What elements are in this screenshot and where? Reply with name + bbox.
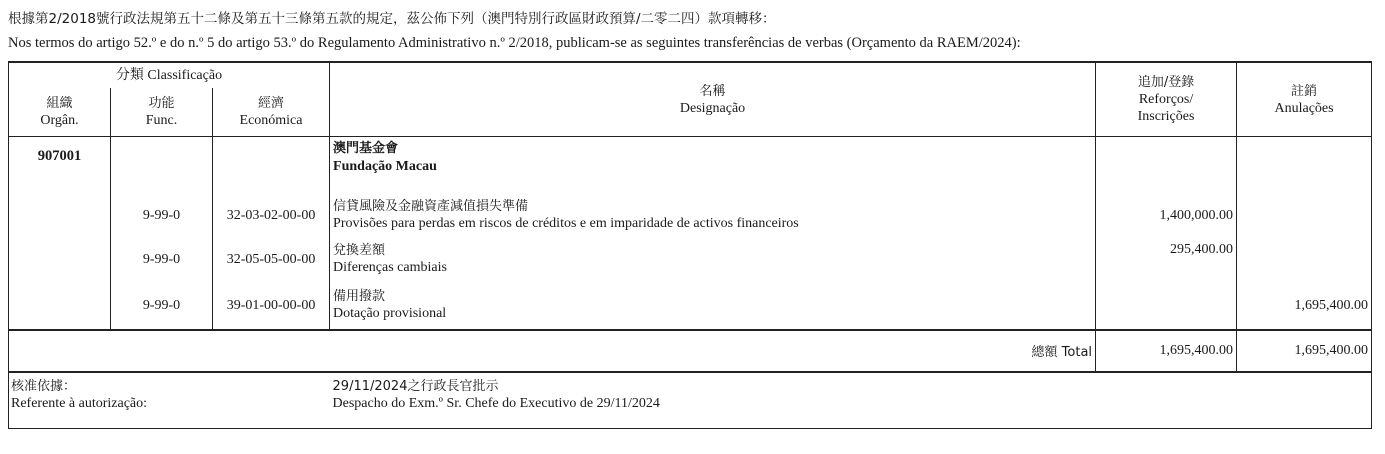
total-cancellation: 1,695,400.00: [1237, 330, 1372, 372]
item-func: 9-99-0: [111, 281, 213, 330]
designation-label-zh: 名稱: [699, 83, 726, 99]
authorization-row: [9, 372, 1372, 429]
item-cancellation: 1,695,400.00: [1237, 281, 1372, 330]
authorization-value-zh: 29/11/2024之行政長官批示: [332, 379, 499, 394]
item-name-zh: 兌換差額: [333, 243, 386, 258]
econ-header: [213, 88, 330, 137]
authorization-value-cell: [330, 372, 1372, 429]
intro-portuguese: Nos termos do artigo 52.º e do n.º 5 do artigo 53.º do Regulamento Administrativo n.º 2/2018, publicam-se as seguintes transferências de verbas (Orçamento da RAEM/2024):: [8, 35, 1021, 51]
table-row: [9, 281, 1372, 330]
item-econ: 32-05-05-00-00: [213, 237, 330, 281]
item-name-cell: [330, 237, 1096, 281]
organ-name-zh: 澳門基金會: [333, 141, 399, 156]
authorization-label-cell: [9, 372, 330, 429]
designation-header: [330, 62, 1096, 137]
item-cancellation: [1237, 237, 1372, 281]
table-row: [9, 237, 1372, 281]
organ-code: 907001: [9, 137, 111, 194]
organ-label-pt: Orgân.: [40, 113, 79, 128]
organ-name-cell: [330, 137, 1096, 194]
total-row: [9, 330, 1372, 372]
intro-chinese: 根據第2/2018號行政法規第五十二條及第五十三條第五款的規定，茲公佈下列（澳門特別行政區財政預算/二零二四）款項轉移：: [8, 11, 776, 27]
item-func: 9-99-0: [111, 193, 213, 237]
table-row: [9, 193, 1372, 237]
item-cancellation: [1237, 193, 1372, 237]
cancellations-label-pt: Anulações: [1274, 100, 1334, 116]
authorization-label-zh: 核准依據：: [11, 379, 77, 394]
cancellations-label-zh: 註銷: [1291, 83, 1318, 99]
item-name-pt: Diferenças cambiais: [333, 260, 447, 275]
designation-label-pt: Designação: [679, 100, 746, 116]
header-row-1: [9, 62, 1372, 88]
econ-label-zh: 經濟: [258, 96, 285, 111]
classification-label: 分類 Classificação: [115, 68, 223, 83]
item-name-cell: [330, 281, 1096, 330]
total-label: [9, 330, 1096, 372]
authorization-value-pt: Despacho do Exm.º Sr. Chefe do Executivo de 29/11/2024: [332, 396, 660, 411]
reinforcements-header: [1096, 62, 1237, 137]
func-label-zh: 功能: [148, 96, 175, 111]
item-reinforcement: 1,400,000.00: [1096, 193, 1237, 237]
cancellations-header: [1237, 62, 1372, 137]
item-reinforcement: 295,400.00: [1096, 237, 1237, 281]
budget-transfer-table: [8, 61, 1372, 429]
reinforcements-label-pt1: Reforços/: [1138, 92, 1194, 107]
item-econ: 32-03-02-00-00: [213, 193, 330, 237]
authorization-label-pt: Referente à autorização:: [11, 396, 148, 411]
organ-header: [9, 88, 111, 137]
classification-header: [9, 62, 330, 88]
reinforcements-label-pt2: Inscrições: [1137, 109, 1195, 124]
total-label-text: 總額 Total: [1031, 345, 1093, 360]
total-reinforcement: 1,695,400.00: [1096, 330, 1237, 372]
func-label-pt: Func.: [145, 113, 178, 128]
item-name-pt: Provisões para perdas em riscos de créditos e em imparidade de activos financeiros: [333, 216, 799, 231]
organ-row: [9, 137, 1372, 194]
item-func: 9-99-0: [111, 237, 213, 281]
func-header: [111, 88, 213, 137]
organ-name-pt: Fundação Macau: [333, 159, 437, 174]
reinforcements-label-zh: 追加/登錄: [1137, 75, 1195, 90]
econ-label-pt: Económica: [239, 113, 303, 128]
item-name-pt: Dotação provisional: [333, 306, 447, 321]
item-name-zh: 備用撥款: [333, 289, 386, 304]
item-econ: 39-01-00-00-00: [213, 281, 330, 330]
organ-label-zh: 組織: [46, 96, 73, 111]
item-name-cell: [330, 193, 1096, 237]
item-name-zh: 信貸風險及金融資產減值損失準備: [333, 199, 529, 214]
item-reinforcement: [1096, 281, 1237, 330]
